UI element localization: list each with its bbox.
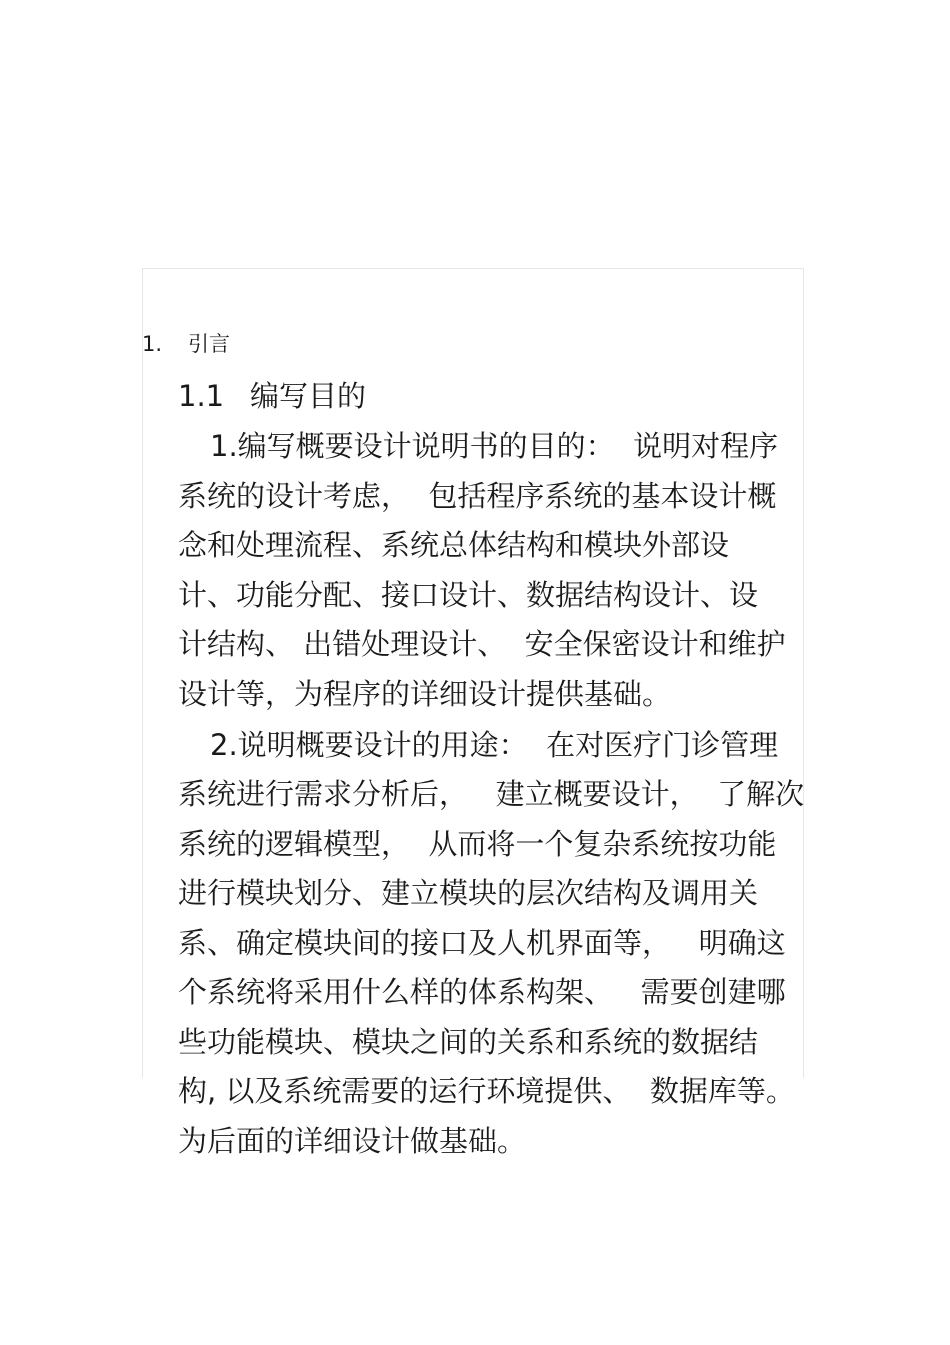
subsection-number: 1.1 (178, 379, 225, 413)
section-number: 1. (142, 332, 163, 356)
paragraph-line: 为后面的详细设计做基础。 (178, 1124, 527, 1158)
paragraph-line: 系、确定模块间的接口及人机界面等， 明确这 (178, 926, 786, 960)
paragraph-line: 1.编写概要设计说明书的目的： 说明对程序 (210, 429, 779, 463)
paragraph-line: 系统进行需求分析后， 建立概要设计， 了解次 (178, 777, 805, 811)
paragraph-line: 些功能模块、模块之间的关系和系统的数据结 (178, 1025, 759, 1059)
section-heading (142, 330, 230, 358)
subsection-heading (178, 376, 366, 416)
paragraph-line: 系统的逻辑模型， 从而将一个复杂系统按功能 (178, 827, 777, 861)
paragraph-line: 个系统将采用什么样的体系构架、 需要创建哪 (178, 975, 786, 1009)
paragraph-line: 念和处理流程、系统总体结构和模块外部设 (178, 528, 730, 562)
section-title: 引言 (188, 332, 230, 356)
paragraph-line: 计、功能分配、接口设计、数据结构设计、设 (178, 578, 759, 612)
paragraph-line: 设计等，为程序的详细设计提供基础。 (178, 677, 672, 711)
paragraph-line: 系统的设计考虑， 包括程序系统的基本设计概 (178, 479, 777, 513)
paragraph-line: 计结构、 出错处理设计、 安全保密设计和维护 (178, 627, 786, 661)
paragraph-line: 构, 以及系统需要的运行环境提供、 数据库等。 (178, 1074, 795, 1108)
paragraph-line: 进行模块划分、建立模块的层次结构及调用关 (178, 876, 759, 910)
paragraph-line: 2.说明概要设计的用途： 在对医疗门诊管理 (210, 728, 779, 762)
subsection-title: 编写目的 (250, 379, 367, 413)
